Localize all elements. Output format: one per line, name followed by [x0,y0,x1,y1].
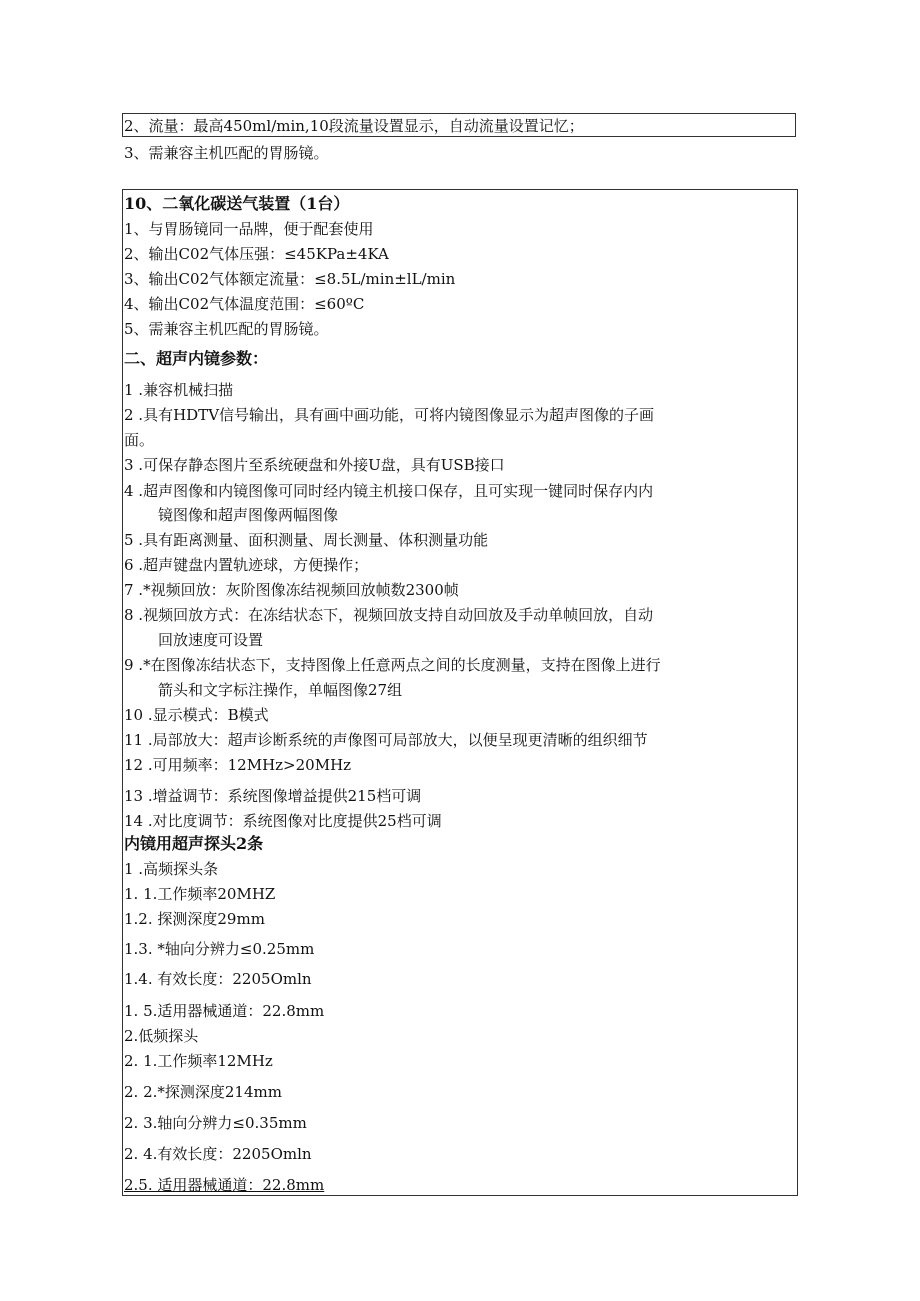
us-item-9: 9 .*在图像冻结状态下，支持图像上任意两点之间的长度测量，支持在图像上进行 [124,656,661,674]
probe-low-3: 2. 3.轴向分辨力≤0.35mm [124,1114,307,1132]
section-co2-heading: 10、二氧化碳送气装置（1台） [124,194,350,213]
us-item-2-cont: 面。 [124,431,155,449]
probe-low-2: 2. 2.*探测深度214mm [124,1083,282,1101]
probe-low-title: 2.低频探头 [124,1027,199,1045]
co2-item-1: 1、与胃肠镜同一品牌，便于配套使用 [124,220,374,238]
probe-low-4: 2. 4.有效长度：2205Omln [124,1145,312,1163]
flow-rate-line: 2、流量：最高450ml∕min,10段流量设置显示，自动流量设置记忆； [124,117,584,135]
probe-high-2: 1.2. 探测深度29mm [124,910,265,928]
us-item-11: 11 .局部放大：超声诊断系统的声像图可局部放大，以便呈现更清晰的组织细节 [124,731,648,749]
probe-high-4: 1.4. 有效长度：2205Omln [124,970,312,988]
co2-item-5: 5、需兼容主机匹配的胃肠镜。 [124,320,329,338]
us-item-10: 10 .显示模式：B模式 [124,706,269,724]
us-item-6: 6 .超声键盘内置轨迹球，方便操作； [124,556,369,574]
us-item-14: 14 .对比度调节：系统图像对比度提供25档可调 [124,812,442,830]
section-probe-heading: 内镜用超声探头2条 [124,834,264,853]
us-item-1: 1 .兼容机械扫描 [124,381,234,399]
co2-item-4: 4、输出C02气体温度范围：≤60ºC [124,295,365,313]
section-ultrasound-heading: 二、超声内镜参数： [124,349,269,368]
us-item-13: 13 .增益调节：系统图像增益提供215档可调 [124,787,422,805]
us-item-4-cont: 镜图像和超声图像两幅图像 [158,506,339,524]
probe-high-3: 1.3. *轴向分辨力≤0.25mm [124,940,315,958]
us-item-9-cont: 箭头和文字标注操作，单幅图像27组 [158,681,403,699]
co2-item-3: 3、输出C02气体额定流量：≤8.5L∕min±lL/min [124,270,456,288]
us-item-12: 12 .可用频率：12MHz>20MHz [124,756,352,774]
probe-high-1: 1. 1.工作频率20MHZ [124,885,276,903]
probe-low-1: 2. 1.工作频率12MHz [124,1052,273,1070]
us-item-3: 3 .可保存静态图片至系统硬盘和外接U盘，具有USB接口 [124,456,505,474]
us-item-4: 4 .超声图像和内镜图像可同时经内镜主机接口保存，且可实现一键同时保存内内 [124,482,654,500]
us-item-5: 5 .具有距离测量、面积测量、周长测量、体积测量功能 [124,531,489,549]
compat-line: 3、需兼容主机匹配的胃肠镜。 [124,144,329,162]
probe-high-5: 1. 5.适用器械通道：22.8mm [124,1002,325,1020]
us-item-2: 2 .具有HDTV信号输出，具有画中画功能，可将内镜图像显示为超声图像的子画 [124,406,655,424]
co2-item-2: 2、输出C02气体压强：≤45KPa±4KA [124,245,389,263]
us-item-8: 8 .视频回放方式：在冻结状态下，视频回放支持自动回放及手动单帧回放，自动 [124,606,654,624]
us-item-8-cont: 回放速度可设置 [158,631,264,649]
probe-low-5: 2.5. 适用器械通道：22.8mm [124,1176,325,1194]
us-item-7: 7 .*视频回放：灰阶图像冻结视频回放帧数2300帧 [124,581,459,599]
probe-high-title: 1 .高频探头条 [124,860,219,878]
